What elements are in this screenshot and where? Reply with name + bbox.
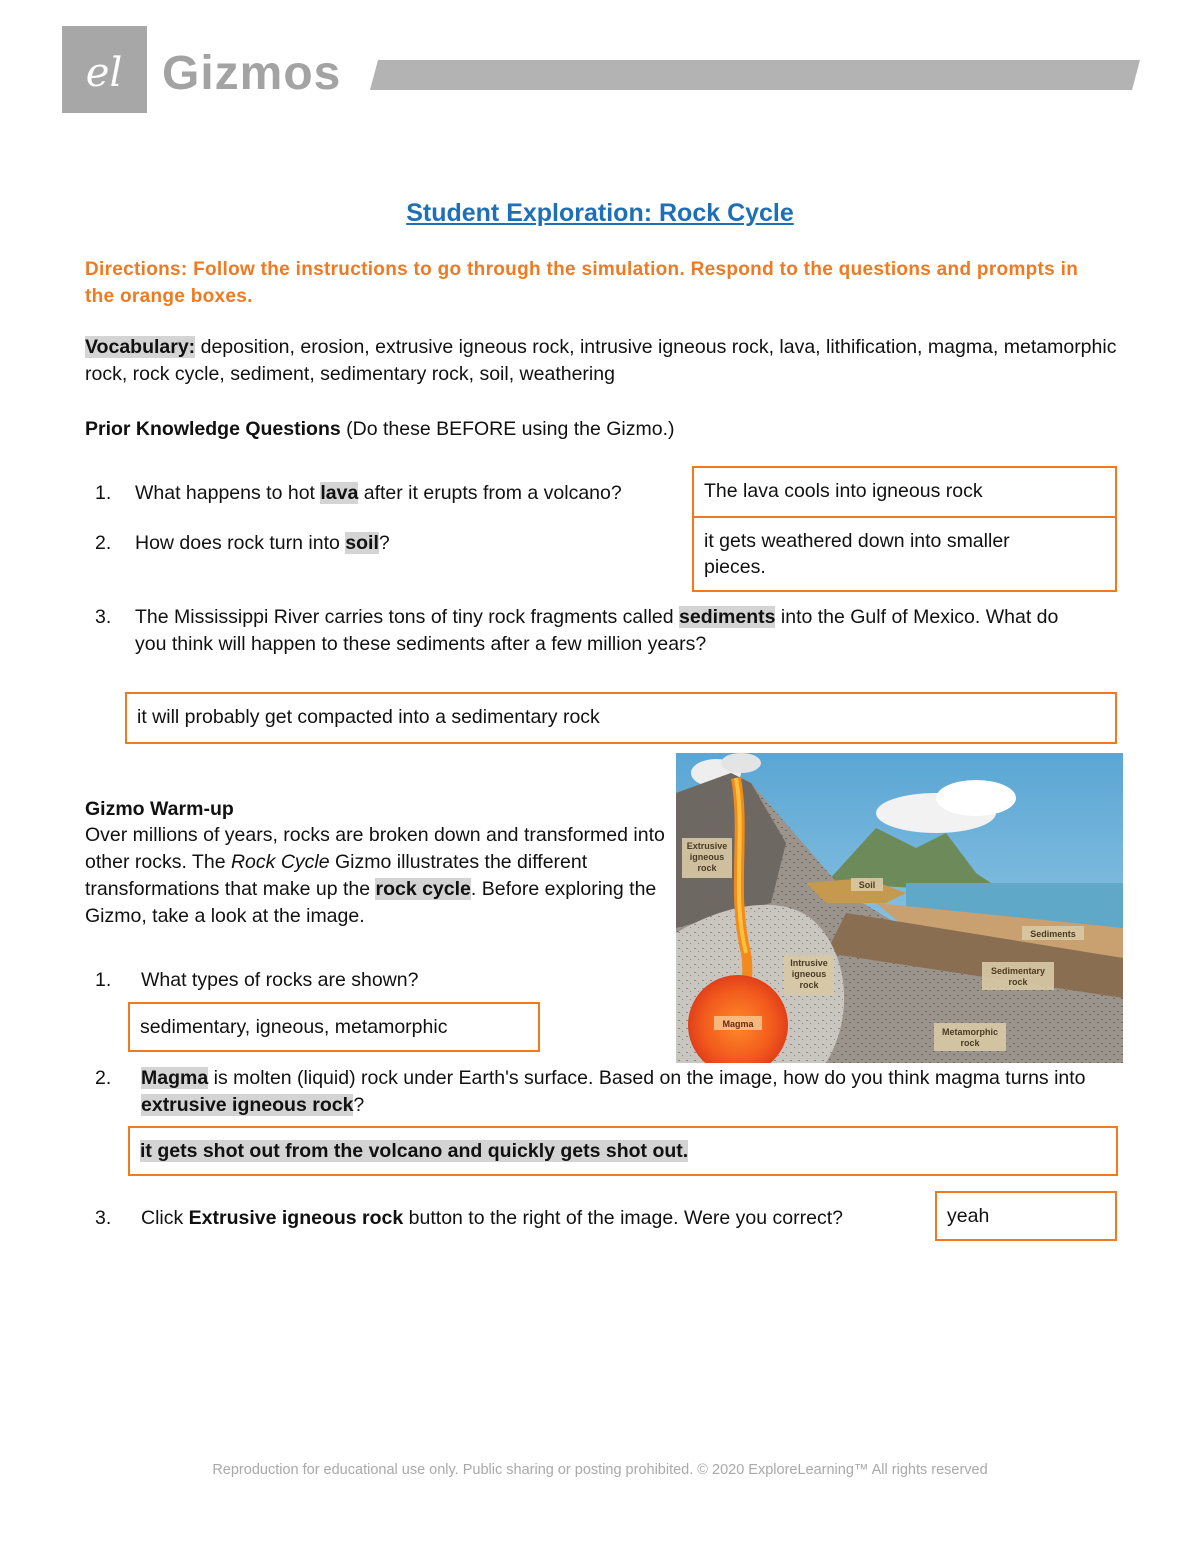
wu-q3-pre: Click [141,1207,189,1229]
label-sediments: Sediments [1030,929,1076,939]
warmup-intro [85,822,675,930]
wu-q2-number: 2. [95,1067,112,1089]
label-extrusive-1: Extrusive [686,841,728,851]
wu-q1-text: What types of rocks are shown? [141,969,419,991]
pk-q1-number: 1. [95,482,112,504]
label-magma: Magma [722,1019,754,1029]
label-intrusive-1: Intrusive [790,958,828,968]
label-extrusive-2: igneous [689,852,725,862]
wu-q2-term2: extrusive igneous rock [141,1094,354,1116]
warmup-intro-term: rock cycle [375,878,471,900]
wu-q3-term: Extrusive igneous rock [188,1207,404,1229]
wu-q3-answer-box[interactable]: yeah [935,1191,1117,1241]
wu-q2-answer-text: it gets shot out from the volcano and quickly gets shot out. [140,1140,689,1162]
pk-q2-answer-box[interactable]: it gets weathered down into smaller pieces. [692,516,1117,592]
warmup-heading: Gizmo Warm-up [85,798,234,820]
wu-q2-answer-box[interactable] [128,1126,1118,1176]
pk-q3-number: 3. [95,606,112,628]
rock-cycle-diagram [676,753,1123,1063]
header-bar [370,60,1140,90]
pk-q1-pre: What happens to hot [135,482,321,504]
prior-knowledge-note: (Do these BEFORE using the Gizmo.) [340,418,675,440]
pk-q3-pre: The Mississippi River carries tons of tiny rock fragments called [135,606,680,628]
wu-q1-answer-box[interactable]: sedimentary, igneous, metamorphic [128,1002,540,1052]
pk-q2-post: ? [378,532,390,554]
vocabulary-paragraph [85,334,1125,388]
pk-q3-post: into the Gulf of Mexico. What do you think will happen to these sediments after a few million years? [135,606,1059,655]
warmup-intro-post: . Before exploring the Gizmo, take a look at the image. [85,878,657,927]
warmup-intro-pre: Over millions of years, rocks are broken down and transformed into other rocks. The [85,824,665,873]
pk-q3-answer-box[interactable]: it will probably get compacted into a sedimentary rock [125,692,1117,744]
warmup-intro-italic: Rock Cycle [230,851,330,873]
warmup-intro-mid: Gizmo illustrates the different transformations that make up the [85,851,588,900]
pk-q1-term: lava [320,482,359,504]
pk-q3-text [135,604,1095,658]
pk-q3-term: sediments [679,606,776,628]
wu-q1-number: 1. [95,969,112,991]
pk-q1-text [135,480,695,507]
footer-copyright: Reproduction for educational use only. Public sharing or posting prohibited. © 2020 ExploreLearning™ All rights reserved [212,1462,988,1478]
pk-q1-answer-box[interactable]: The lava cools into igneous rock [692,466,1117,518]
label-sedimentary-2: rock [1008,977,1028,987]
prior-knowledge-title: Prior Knowledge Questions [85,418,341,440]
vocabulary-label: Vocabulary: [85,336,196,358]
wu-q2-mid: is molten (liquid) rock under Earth's surface. Based on the image, how do you think magma turns into [208,1067,1086,1089]
wu-q3-post: button to the right of the image. Were you correct? [403,1207,843,1229]
gizmos-logo-text: Gizmos [162,47,342,100]
label-extrusive-3: rock [697,863,717,873]
label-metamorphic-1: Metamorphic [941,1027,999,1037]
vocabulary-terms: deposition, erosion, extrusive igneous rock, intrusive igneous rock, lava, lithification, magma, metamorphic rock, rock cycle, sediment, sedimentary rock, soil, weathering [85,336,1117,385]
label-metamorphic-2: rock [960,1038,980,1048]
gizmos-logo-mark [62,26,147,113]
logo-mark-text: el [85,50,123,96]
label-soil: Soil [858,880,876,890]
prior-knowledge-heading [85,416,1085,443]
wu-q2-post: ? [353,1094,365,1116]
label-intrusive-3: rock [799,980,819,990]
wu-q2-term1: Magma [141,1067,209,1089]
wu-q3-number: 3. [95,1207,112,1229]
label-sedimentary-1: Sedimentary [990,966,1046,976]
label-intrusive-2: igneous [791,969,827,979]
pk-q2-pre: How does rock turn into [135,532,346,554]
pk-q2-term: soil [345,532,379,554]
wu-q2-text [141,1065,1111,1119]
pk-q2-number: 2. [95,532,112,554]
directions-text: Directions: Follow the instructions to go through the simulation. Respond to the questions and prompts in the orange boxes. [85,259,1079,307]
wu-q3-text [141,1205,941,1232]
pk-q1-post: after it erupts from a volcano? [358,482,622,504]
el-logo-icon [62,26,147,113]
pk-q2-text [135,530,695,557]
page-title: Student Exploration: Rock Cycle [406,199,794,227]
